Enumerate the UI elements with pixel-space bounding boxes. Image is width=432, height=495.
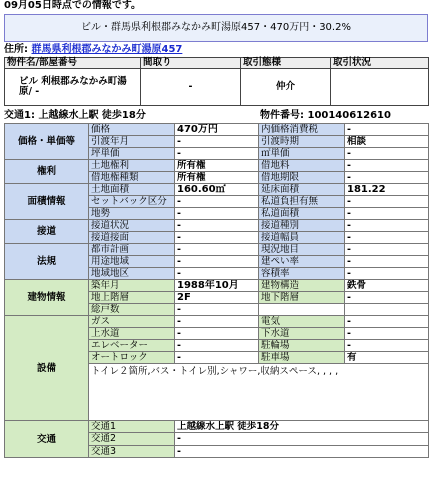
table-row: [5, 316, 429, 328]
field-label: 地下階層: [259, 292, 345, 304]
field-label: 上水道: [89, 328, 175, 340]
field-label: 容積率: [259, 268, 345, 280]
transaction-status-value: [331, 69, 429, 106]
field-value: -: [175, 256, 259, 268]
table-row: [5, 220, 429, 232]
field-label: 引渡年月: [89, 136, 175, 148]
header-layout: 間取り: [141, 58, 241, 69]
field-label: 借地権種類: [89, 172, 175, 184]
field-value: -: [345, 148, 429, 160]
section-law-title: 法規: [5, 244, 89, 280]
field-value: 1988年10月: [175, 280, 259, 292]
address-link[interactable]: 群馬県利根郡みなかみ町湯原457: [31, 44, 183, 55]
field-value: -: [175, 148, 259, 160]
empty-cell: [259, 304, 345, 316]
field-value: 有: [345, 352, 429, 364]
field-value: -: [345, 316, 429, 328]
field-label: 私道面積: [259, 208, 345, 220]
field-value: -: [345, 244, 429, 256]
field-label: 下水道: [259, 328, 345, 340]
table-row: [5, 160, 429, 172]
property-name-value: ビル 利根郡みなかみ町湯原/ -: [5, 69, 141, 106]
field-label: 総戸数: [89, 304, 175, 316]
field-value: -: [175, 220, 259, 232]
field-value: 160.60㎡: [175, 184, 259, 196]
table-row: [5, 421, 429, 433]
field-label: エレベーター: [89, 340, 175, 352]
address-label: 住所:: [4, 44, 32, 55]
table-row: [5, 244, 429, 256]
field-label: 現況地目: [259, 244, 345, 256]
field-value: 鉄骨: [345, 280, 429, 292]
section-road-title: 接道: [5, 220, 89, 244]
field-value: -: [345, 328, 429, 340]
section-area-title: 面積情報: [5, 184, 89, 220]
field-label: 土地面積: [89, 184, 175, 196]
field-label: 築年月: [89, 280, 175, 292]
table-row: [5, 184, 429, 196]
field-value: -: [175, 328, 259, 340]
field-value: 上越線水上駅 徒歩18分: [175, 421, 429, 433]
header-property-name: 物件名/部屋番号: [5, 58, 141, 69]
field-value: 相談: [345, 136, 429, 148]
field-value: -: [175, 208, 259, 220]
field-value: -: [345, 160, 429, 172]
field-value: -: [345, 196, 429, 208]
field-value: -: [175, 136, 259, 148]
info-date: 09月05日時点での情報です。: [4, 0, 142, 11]
field-label: 接道種別: [259, 220, 345, 232]
field-label: 接道幅員: [259, 232, 345, 244]
field-label: 私道負担有無: [259, 196, 345, 208]
field-label: 地上階層: [89, 292, 175, 304]
field-value: -: [175, 244, 259, 256]
field-label: ガス: [89, 316, 175, 328]
field-value: -: [345, 268, 429, 280]
field-value: -: [175, 196, 259, 208]
field-value: -: [345, 292, 429, 304]
field-label: 地勢: [89, 208, 175, 220]
field-label: 内価格消費税: [259, 124, 345, 136]
field-value: 所有権: [175, 172, 259, 184]
field-value: 2F: [175, 292, 259, 304]
field-label: 地域地区: [89, 268, 175, 280]
header-transaction-type: 取引態様: [241, 58, 331, 69]
field-label: 接道接面: [89, 232, 175, 244]
field-value: 181.22: [345, 184, 429, 196]
field-value: -: [175, 352, 259, 364]
field-label: 引渡時期: [259, 136, 345, 148]
field-label: 坪単価: [89, 148, 175, 160]
detail-table: [4, 123, 429, 458]
section-rights-title: 権利: [5, 160, 89, 184]
field-label: 借地期限: [259, 172, 345, 184]
facility-note: トイレ２箇所,バス・トイレ別,シャワー,収納スペース, , , ,: [89, 364, 429, 421]
field-label: ㎡単価: [259, 148, 345, 160]
field-label: 駐車場: [259, 352, 345, 364]
field-label: 借地料: [259, 160, 345, 172]
field-label: 用途地域: [89, 256, 175, 268]
section-facility-title: 設備: [5, 316, 89, 421]
field-value: -: [345, 232, 429, 244]
access-text: 交通1: 上越線水上駅 徒歩18分: [4, 110, 146, 121]
section-price-title: 価格・単価等: [5, 124, 89, 160]
property-summary-table: [4, 57, 429, 106]
listing-title: ビル・群馬県利根郡みなかみ町湯原457・470万円・30.2%: [4, 14, 428, 42]
header-transaction-status: 取引状況: [331, 58, 429, 69]
field-value: -: [175, 268, 259, 280]
field-label: 電気: [259, 316, 345, 328]
field-value: 470万円: [175, 124, 259, 136]
field-value: -: [175, 445, 429, 457]
field-value: -: [345, 172, 429, 184]
field-label: 都市計画: [89, 244, 175, 256]
field-value: -: [175, 316, 259, 328]
property-number: 物件番号: 100140612610: [260, 110, 391, 121]
field-value: -: [345, 220, 429, 232]
field-label: 駐輪場: [259, 340, 345, 352]
field-label: 延床面積: [259, 184, 345, 196]
field-label: 土地権利: [89, 160, 175, 172]
section-transport-title: 交通: [5, 421, 89, 458]
field-label: 建物構造: [259, 280, 345, 292]
field-value: -: [175, 304, 259, 316]
field-label: 交通3: [89, 445, 175, 457]
section-building-title: 建物情報: [5, 280, 89, 316]
field-value: -: [175, 433, 429, 445]
field-label: 交通2: [89, 433, 175, 445]
access-summary: [4, 110, 428, 122]
field-value: -: [345, 208, 429, 220]
table-row: [5, 124, 429, 136]
layout-value: -: [141, 69, 241, 106]
field-value: -: [175, 340, 259, 352]
field-value: -: [175, 232, 259, 244]
field-label: 建ぺい率: [259, 256, 345, 268]
field-value: 所有権: [175, 160, 259, 172]
field-label: 交通1: [89, 421, 175, 433]
field-value: -: [345, 340, 429, 352]
address-line: [4, 44, 182, 56]
empty-cell: [345, 304, 429, 316]
field-label: 価格: [89, 124, 175, 136]
field-value: -: [345, 256, 429, 268]
field-value: -: [345, 124, 429, 136]
field-label: 接道状況: [89, 220, 175, 232]
transaction-type-value: 仲介: [241, 69, 331, 106]
table-row: [5, 280, 429, 292]
field-label: セットバック区分: [89, 196, 175, 208]
field-label: オートロック: [89, 352, 175, 364]
